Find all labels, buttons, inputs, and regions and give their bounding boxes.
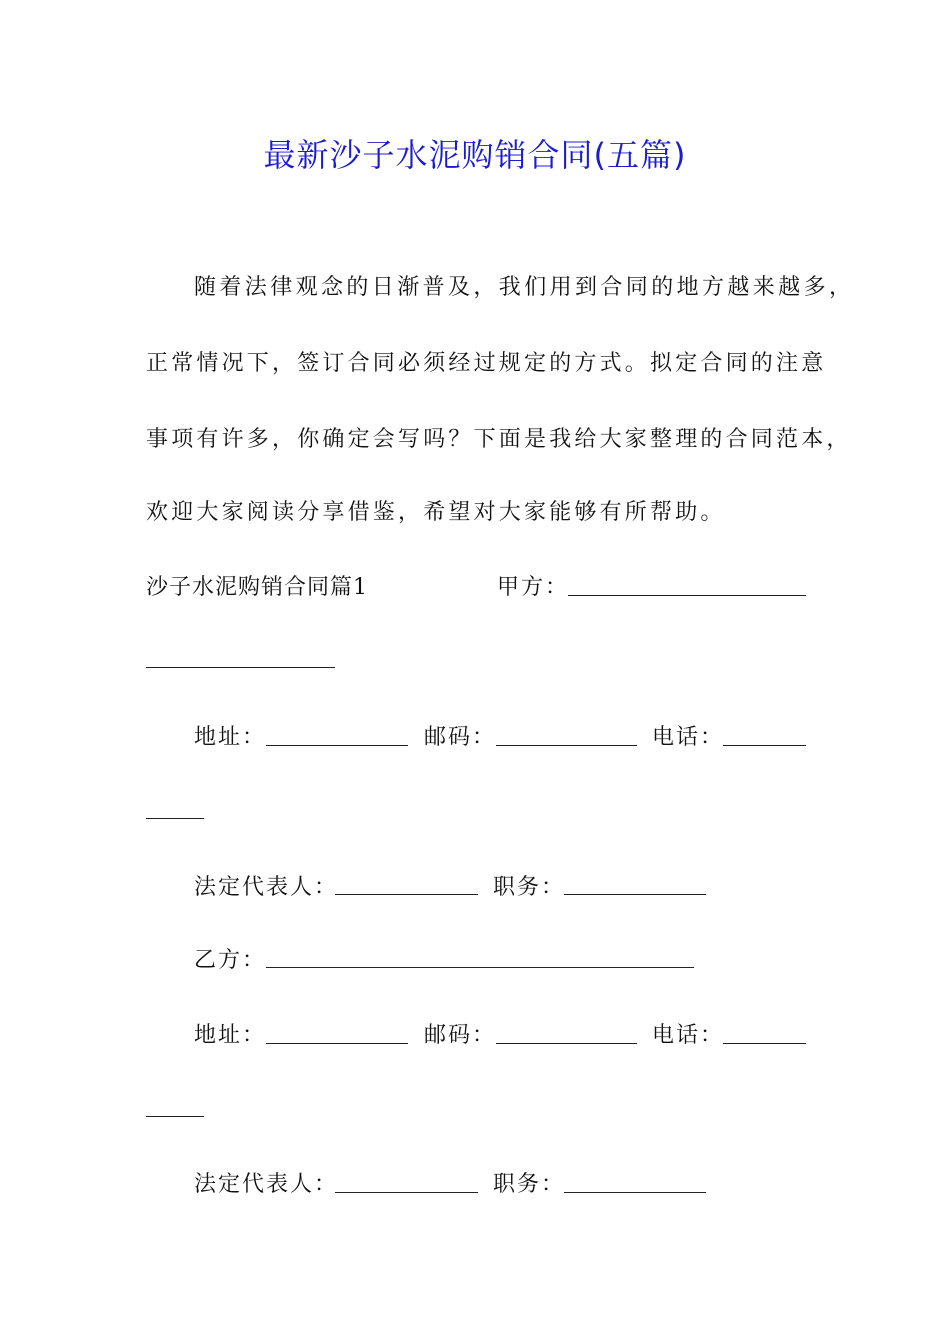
party-b-phone-label: 电话： <box>652 1023 725 1048</box>
party-b-label: 乙方： <box>194 948 267 973</box>
party-b-rep-blank[interactable] <box>335 1192 478 1193</box>
party-a-label: 甲方： <box>497 575 570 600</box>
party-b-position-label: 职务： <box>493 1172 566 1197</box>
party-b-rep-label: 法定代表人： <box>194 1172 339 1197</box>
party-a-rep-label: 法定代表人： <box>194 875 339 900</box>
party-a-address-blank[interactable] <box>266 745 408 746</box>
party-a-postcode-blank[interactable] <box>496 745 637 746</box>
party-b-address-blank[interactable] <box>266 1043 408 1044</box>
document-title: 最新沙子水泥购销合同(五篇) <box>263 136 687 174</box>
party-b-address-label: 地址： <box>194 1023 267 1048</box>
intro-line-1: 随着法律观念的日渐普及，我们用到合同的地方越来越多， <box>194 275 855 300</box>
party-b-position-blank[interactable] <box>564 1192 706 1193</box>
intro-line-2: 正常情况下，签订合同必须经过规定的方式。拟定合同的注意 <box>146 351 827 376</box>
party-a-position-label: 职务： <box>493 875 566 900</box>
section-heading: 沙子水泥购销合同篇1 <box>146 575 368 600</box>
party-b-name-blank[interactable] <box>266 967 694 968</box>
intro-line-4: 欢迎大家阅读分享借鉴，希望对大家能够有所帮助。 <box>146 500 726 525</box>
party-a-phone-blank-continued[interactable] <box>146 818 204 819</box>
party-b-postcode-label: 邮码： <box>424 1023 497 1048</box>
party-b-phone-blank-continued[interactable] <box>146 1116 204 1117</box>
party-a-address-label: 地址： <box>194 725 267 750</box>
party-a-name-blank[interactable] <box>568 595 806 596</box>
party-a-rep-blank[interactable] <box>335 894 478 895</box>
party-b-postcode-blank[interactable] <box>496 1043 637 1044</box>
party-a-name-blank-continued[interactable] <box>146 667 335 668</box>
party-b-phone-blank[interactable] <box>723 1043 806 1044</box>
party-a-phone-blank[interactable] <box>723 745 806 746</box>
intro-line-3: 事项有许多，你确定会写吗？下面是我给大家整理的合同范本， <box>146 427 852 452</box>
party-a-postcode-label: 邮码： <box>424 725 497 750</box>
party-a-phone-label: 电话： <box>652 725 725 750</box>
party-a-position-blank[interactable] <box>564 894 706 895</box>
